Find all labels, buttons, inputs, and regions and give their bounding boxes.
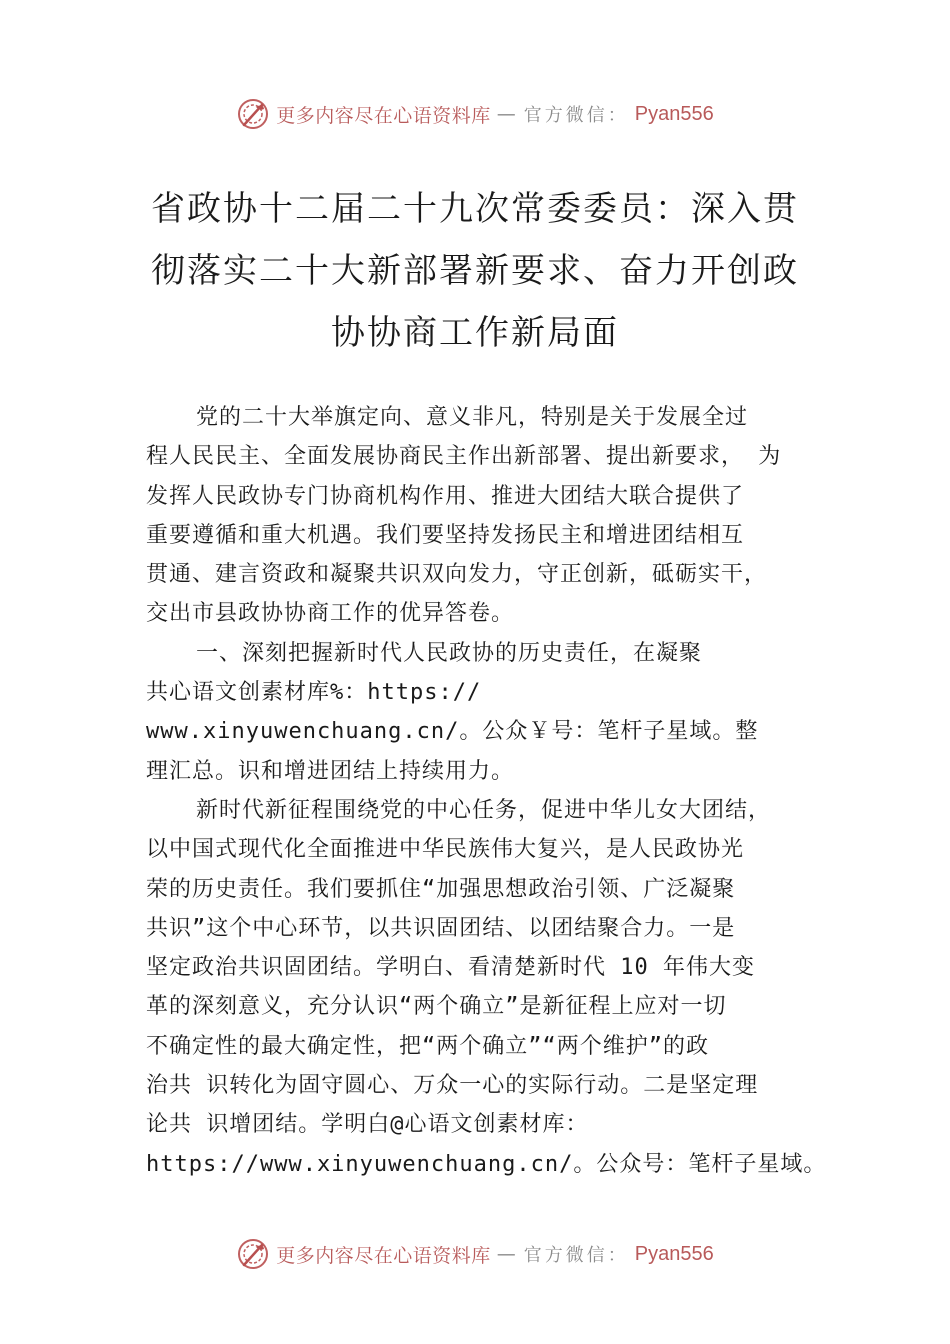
header-watermark-banner bbox=[0, 92, 950, 136]
body-line: 党的二十大举旗定向、意义非凡，特别是关于发展全过 bbox=[196, 405, 749, 430]
body-line: 不确定性的最大确定性，把“两个确立”“两个维护”的政 bbox=[146, 1033, 709, 1059]
section-heading: 一、深刻把握新时代人民政协的历史责任，在凝聚 bbox=[196, 640, 703, 666]
body-line: 共识”这个中心环节，以共识固团结、以团结聚合力。一是 bbox=[146, 915, 736, 941]
body-line: https://www.xinyuwenchuang.cn/。公众号：笔杆子星域。 bbox=[146, 1151, 827, 1177]
body-line: 革的深刻意义，充分认识“两个确立”是新征程上应对一切 bbox=[146, 994, 727, 1020]
banner-wechat-id: Pyan556 bbox=[634, 102, 714, 125]
body-line: 交出市县政协协商工作的优异答卷。 bbox=[146, 601, 515, 627]
body-line: 新时代新征程围绕党的中心任务，促进中华儿女大团结， bbox=[196, 797, 772, 823]
body-line: 贯通、建言资政和凝聚共识双向发力，守正创新，砥砺实干， bbox=[146, 562, 768, 588]
feather-logo-icon bbox=[236, 1237, 270, 1271]
feather-logo-icon bbox=[236, 97, 270, 131]
body-line: www.xinyuwenchuang.cn/。公众￥号：笔杆子星域。整 bbox=[146, 719, 759, 745]
title-line: 彻落实二十大新部署新要求、奋力开创政 bbox=[151, 251, 799, 291]
title-line: 省政协十二届二十九次常委委员：深入贯 bbox=[151, 189, 799, 229]
body-line: 治共 识转化为固守圆心、万众一心的实际行动。二是坚定理 bbox=[146, 1073, 759, 1099]
banner-wechat-id: Pyan556 bbox=[634, 1242, 714, 1265]
body-line: 理汇总。识和增进团结上持续用力。 bbox=[146, 758, 515, 784]
footer-watermark-banner bbox=[0, 1232, 950, 1276]
banner-lead-text: 更多内容尽在心语资料库 bbox=[276, 104, 491, 127]
body-line: 共心语文创素材库%：https:// bbox=[146, 680, 482, 706]
banner-wechat-label: 官方微信： bbox=[523, 105, 629, 126]
body-line: 重要遵循和重大机遇。我们要坚持发扬民主和增进团结相互 bbox=[146, 522, 745, 548]
body-line: 发挥人民政协专门协商机构作用、推进大团结大联合提供了 bbox=[146, 483, 745, 509]
banner-dash: — bbox=[496, 1243, 518, 1265]
banner-wechat-label: 官方微信： bbox=[523, 1245, 629, 1266]
body-line: 以中国式现代化全面推进中华民族伟大复兴，是人民政协光 bbox=[146, 837, 745, 863]
banner-dash: — bbox=[496, 103, 518, 125]
body-line: 荣的历史责任。我们要抓住“加强思想政治引领、广泛凝聚 bbox=[146, 876, 736, 902]
body-line: 论共 识增团结。学明白@心语文创素材库： bbox=[146, 1112, 589, 1138]
title-line: 协协商工作新局面 bbox=[331, 313, 619, 353]
document-title bbox=[140, 178, 810, 364]
document-body bbox=[146, 398, 826, 1184]
body-line: 坚定政治共识固团结。学明白、看清楚新时代 10 年伟大变 bbox=[146, 955, 755, 981]
banner-lead-text: 更多内容尽在心语资料库 bbox=[276, 1244, 491, 1267]
body-line: 程人民民主、全面发展协商民主作出新部署、提出新要求， 为 bbox=[146, 444, 782, 470]
